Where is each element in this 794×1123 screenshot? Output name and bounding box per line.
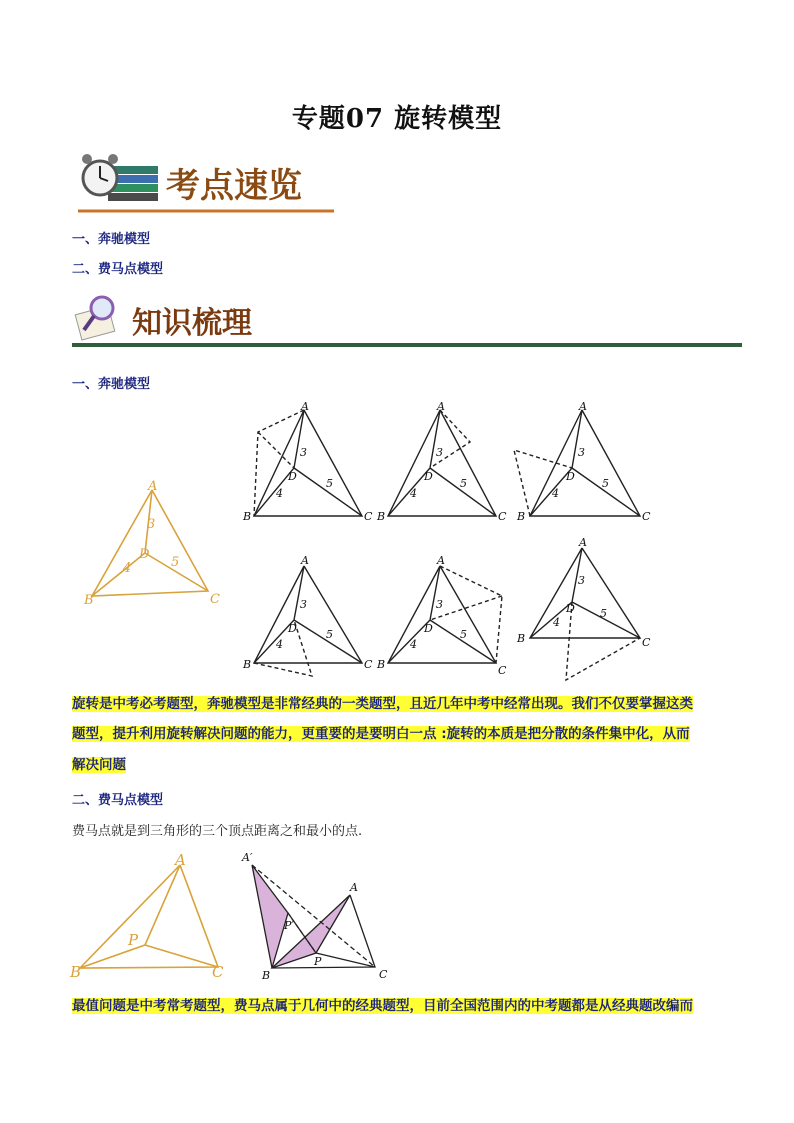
benchi-figures	[0, 398, 794, 688]
svg-text:5: 5	[602, 477, 609, 490]
toc-item-2: 二、费马点模型	[72, 262, 164, 277]
sketch-label-4: 4	[123, 561, 132, 576]
svg-text:3: 3	[578, 574, 585, 587]
svg-text:4: 4	[552, 487, 559, 500]
svg-text:B: B	[517, 510, 526, 523]
fermat-sketch-P: P	[128, 931, 139, 949]
svg-text:4: 4	[410, 487, 417, 500]
section1-heading: 一、奔驰模型	[72, 377, 151, 392]
svg-text:4: 4	[410, 638, 417, 651]
svg-text:4: 4	[276, 487, 283, 500]
svg-text:C: C	[642, 636, 651, 649]
svg-text:D: D	[288, 470, 297, 483]
svg-text:5: 5	[460, 477, 467, 490]
svg-text:3: 3	[578, 446, 585, 459]
svg-text:A: A	[301, 554, 309, 567]
svg-text:B: B	[377, 510, 386, 523]
section2-intro: 费马点就是到三角形的三个顶点距离之和最小的点.	[72, 824, 363, 839]
svg-text:A: A	[437, 554, 445, 567]
fermat-figures	[0, 845, 794, 985]
fermat-sketch-B: B	[70, 963, 82, 981]
svg-text:A: A	[579, 400, 587, 413]
toc-item-1: 一、奔驰模型	[72, 232, 151, 247]
banner-knowledge-title: 知识梳理	[132, 306, 252, 341]
svg-text:3: 3	[436, 446, 443, 459]
sketch-label-5: 5	[171, 555, 180, 570]
fermat-label-P: P	[314, 955, 322, 968]
fermat-label-B: B	[262, 969, 271, 982]
svg-text:A: A	[437, 400, 445, 413]
fig-row1-2	[388, 410, 496, 516]
section1-paragraph-line2: 题型，提升利用旋转解决问题的能力，更重要的是要明白一点 :旋转的本质是把分散的条件集中化，从而	[72, 726, 690, 742]
section2-heading: 二、费马点模型	[72, 793, 164, 808]
svg-text:3: 3	[300, 598, 307, 611]
section2-paragraph-line1: 最值问题是中考常考题型，费马点属于几何中的经典题型，目前全国范围内的中考题都是从经典题改编而	[72, 998, 693, 1014]
svg-text:B: B	[243, 658, 252, 671]
sketch-label-3: 3	[147, 517, 156, 532]
svg-text:C: C	[642, 510, 651, 523]
fig-row1-3	[514, 410, 640, 516]
svg-text:4: 4	[276, 638, 283, 651]
fig-row2-2	[388, 566, 502, 663]
sketch-label-A: A	[148, 479, 158, 494]
fermat-label-A: A	[350, 881, 358, 894]
svg-text:5: 5	[600, 607, 607, 620]
fermat-label-A1: A′	[242, 851, 253, 864]
svg-text:C: C	[364, 510, 373, 523]
svg-text:A: A	[579, 536, 587, 549]
fermat-label-P1: P′	[284, 919, 294, 932]
svg-text:D: D	[424, 470, 433, 483]
svg-text:D: D	[424, 622, 433, 635]
sketch-label-D: D	[139, 547, 150, 562]
sketch-label-B: B	[84, 593, 94, 608]
svg-text:5: 5	[460, 628, 467, 641]
svg-text:3: 3	[300, 446, 307, 459]
svg-text:D: D	[566, 470, 575, 483]
svg-text:A: A	[301, 400, 309, 413]
sketch-label-C: C	[210, 592, 220, 607]
sketch-triangle	[92, 490, 208, 596]
svg-text:5: 5	[326, 477, 333, 490]
svg-text:3: 3	[436, 598, 443, 611]
svg-text:B: B	[243, 510, 252, 523]
svg-text:C: C	[498, 664, 507, 677]
sketch-fermat	[80, 865, 218, 968]
page-title: 专题07 旋转模型	[291, 104, 503, 134]
svg-text:C: C	[498, 510, 507, 523]
section1-paragraph-line1: 旋转是中考必考题型，奔驰模型是非常经典的一类题型，且近几年中考中经常出现。我们不仅要掌握这类	[72, 696, 693, 712]
fermat-sketch-C: C	[212, 963, 224, 981]
fig-row2-1	[254, 566, 362, 676]
svg-text:5: 5	[326, 628, 333, 641]
fermat-sketch-A: A	[175, 851, 186, 869]
svg-text:D: D	[566, 602, 575, 615]
fig-row2-3	[530, 548, 640, 680]
banner-overview-title: 考点速览	[166, 166, 302, 206]
svg-text:4: 4	[553, 616, 560, 629]
fermat-label-C: C	[379, 968, 388, 981]
svg-text:B: B	[517, 632, 526, 645]
section1-paragraph-line3: 解决问题	[72, 757, 126, 773]
svg-text:B: B	[377, 658, 386, 671]
svg-text:C: C	[364, 658, 373, 671]
banner-overview	[78, 148, 340, 216]
fermat-rotation-figure	[241, 851, 388, 982]
banner-knowledge	[72, 292, 742, 350]
svg-text:D: D	[288, 622, 297, 635]
fig-row1-1	[254, 410, 362, 516]
